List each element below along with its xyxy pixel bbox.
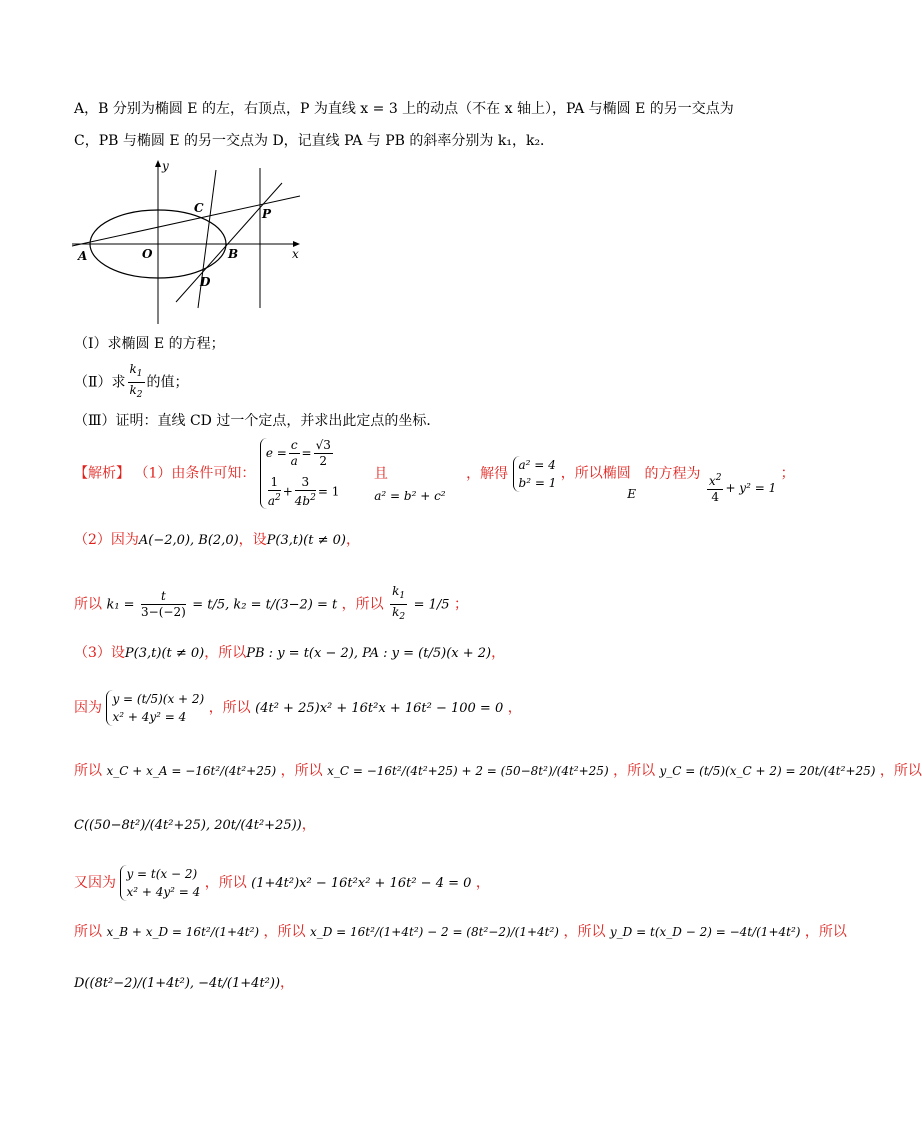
problem-stem-line-2: C，PB 与椭圆 E 的另一交点为 D，记直线 PA 与 PB 的斜率分别为 k₁，k₂．: [74, 133, 555, 149]
ellipse-name: E: [627, 486, 637, 501]
solution-step-7: 又因为 y = t(x − 2) x² + 4y² = 4 ，所以 (1+4t²)x² − 16t²x² + 16t² − 4 = 0 ，: [74, 867, 490, 899]
solution-step-9: D((8t²−2)/(1+4t²), −4t/(1+4t²))，: [74, 975, 295, 991]
solution-step-1-and: 且: [373, 465, 388, 482]
ellipse-equation: $\frac{x^2}{4}$ + y² = 1: [708, 473, 777, 504]
label-b: B: [228, 247, 239, 261]
label-x: x: [292, 247, 299, 261]
abc-relation: a² = b² + c²: [374, 488, 446, 503]
problem-stem-line-1: A，B 分别为椭圆 E 的左，右顶点，P 为直线 x = 3 上的动点（不在 x 轴上），PA 与椭圆 E 的另一交点为: [74, 101, 734, 117]
solution-step-8: 所以 x_B + x_D = 16t²/(1+4t²) ，所以 x_D = 16t²/(1+4t²) − 2 = (8t²−2)/(1+4t²) ，所以 y_D = t(x_D − 2) = −4t/(1+4t²) ，所以: [74, 924, 847, 940]
solution-step-3: （3）设P(3,t)(t ≠ 0)，所以PB : y = t(x − 2), PA : y = (t/5)(x + 2)，: [74, 645, 506, 661]
solution-tag: 【解析】: [74, 465, 130, 482]
ellipse-figure: [70, 158, 310, 326]
solution-step-5: 所以 x_C + x_A = −16t²/(4t²+25) ，所以 x_C = −16t²/(4t²+25) + 2 = (50−8t²)/(4t²+25) ，所以 y_C = (t/5)(x_C + 2) = 20t/(4t²+25) ，所以: [74, 763, 922, 779]
question-2-prefix: （Ⅱ）求: [74, 374, 126, 391]
solution-step-1-so: ，所以椭圆: [560, 465, 631, 482]
solution-step-1-eq-label: 的方程为: [644, 465, 701, 482]
question-2: [74, 362, 189, 403]
question-3: （Ⅲ）证明：直线 CD 过一个定点，并求出此定点的坐标．: [74, 413, 441, 429]
question-2-suffix: 的值；: [146, 374, 189, 391]
label-d: D: [200, 275, 211, 289]
solution-step-1-prefix: （1）由条件可知：: [134, 465, 256, 482]
label-o: O: [142, 247, 153, 261]
label-y: y: [162, 159, 169, 173]
eccentricity-system: e = $\frac{c}{a}$ = $\frac{√3}{2}$ $\frac{1}{a^2}$ + $\frac{3}{4b^2}$ = 1: [260, 438, 340, 509]
solution-step-2b: 所以 k₁ = $\frac{t}{3-(-2)}$ = t/5, k₂ = t/(3−2) = t ，所以 $\frac{k_1}{k_2}$ = 1/5 ；: [74, 584, 468, 622]
solution-step-1-end: ；: [780, 465, 795, 482]
label-a: A: [78, 249, 88, 263]
label-c: C: [194, 201, 204, 215]
solution-step-1-gives: ，解得: [466, 465, 509, 482]
y-axis-arrow: [155, 160, 161, 167]
label-p: P: [262, 207, 272, 221]
question-1: （Ⅰ）求椭圆 E 的方程；: [74, 336, 225, 352]
result-system: a² = 4 b² = 1: [513, 456, 557, 492]
solution-step-6: C((50−8t²)/(4t²+25), 20t/(4t²+25))，: [74, 817, 316, 833]
k-ratio-fraction: $\frac{k_1}{k_2}$: [129, 362, 143, 400]
solution-step-4: 因为 y = (t/5)(x + 2) x² + 4y² = 4 ，所以 (4t² + 25)x² + 16t²x + 16t² − 100 = 0 ，: [74, 692, 522, 724]
solution-step-2: （2）因为A(−2,0), B(2,0)，设P(3,t)(t ≠ 0)，: [74, 532, 360, 548]
line-pb: [176, 183, 282, 302]
line-pa: [72, 196, 300, 246]
solution-step-1: [74, 438, 795, 509]
